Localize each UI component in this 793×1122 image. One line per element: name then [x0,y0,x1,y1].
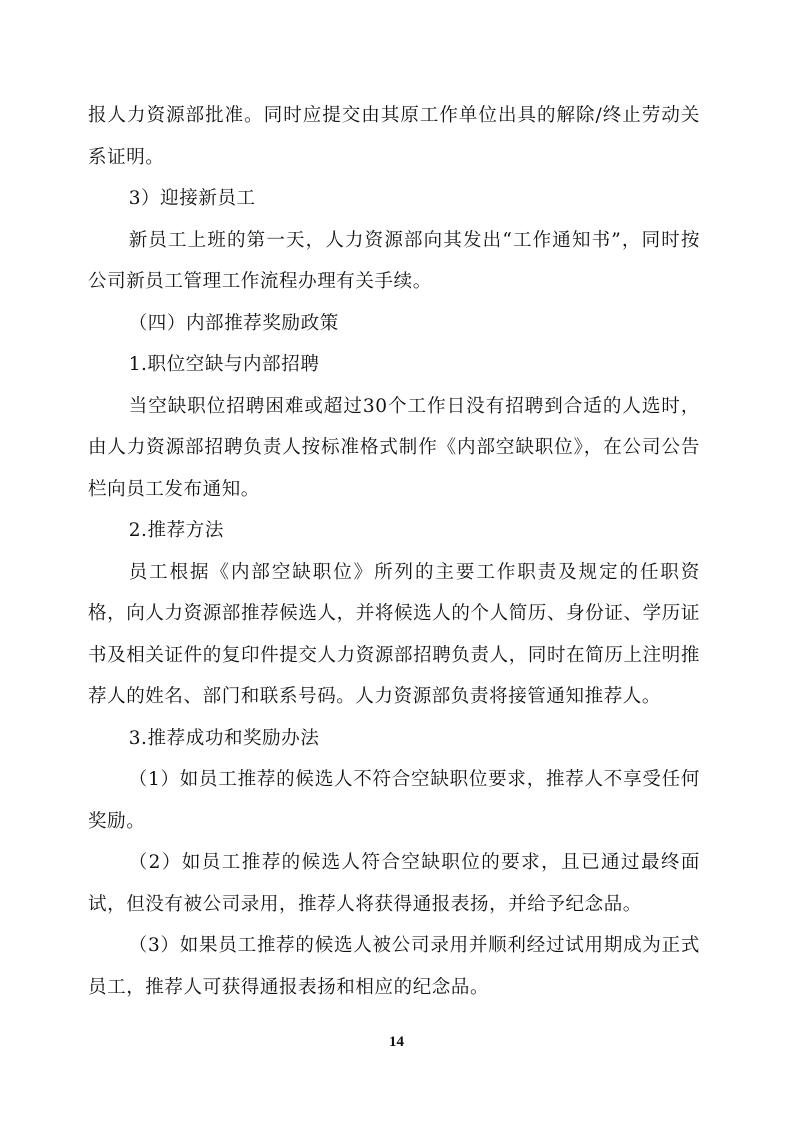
page-number: 14 [389,1034,404,1050]
subheading-welcome-new-employee: 3）迎接新员工 [128,188,256,209]
paragraph-referral-method: 员工根据《内部空缺职位》所列的主要工作职责及规定的任职资格，向人力资源部推荐候选人，并将候选人的个人简历、身份证、学历证书及相关证件的复印件提交人力资源部招聘负责人，同时在简历上注明推荐人的姓名、部门和联系号码。人力资源部负责将接管通知推荐人。 [88,561,700,707]
list-item-reward-3: （3）如果员工推荐的候选人被公司录用并顺利经过试用期成为正式员工，推荐人可获得通报表扬和相应的纪念品。 [88,935,700,998]
body-text [88,95,700,1008]
paragraph-vacancy-notice: 当空缺职位招聘困难或超过30个工作日没有招聘到合适的人选时，由人力资源部招聘负责人按标准格式制作《内部空缺职位》，在公司公告栏向员工发布通知。 [88,395,700,500]
paragraph-first-day: 新员工上班的第一天，人力资源部向其发出“工作通知书”，同时按公司新员工管理工作流程办理有关手续。 [88,229,700,292]
paragraph-continuation: 报人力资源部批准。同时应提交由其原工作单位出具的解除/终止劳动关系证明。 [88,105,700,168]
subheading-referral-reward: 3.推荐成功和奖励办法 [128,727,320,749]
subheading-vacancy-internal-recruitment: 1.职位空缺与内部招聘 [128,354,320,375]
subheading-referral-method: 2.推荐方法 [128,520,224,541]
list-item-reward-2: （2）如员工推荐的候选人符合空缺职位的要求，且已通过最终面试，但没有被公司录用，推荐人将获得通报表扬，并给予纪念品。 [88,852,700,915]
section-heading-referral-policy: （四）内部推荐奖励政策 [128,312,339,334]
list-item-reward-1: （1）如员工推荐的候选人不符合空缺职位要求，推荐人不享受任何奖励。 [88,769,700,832]
